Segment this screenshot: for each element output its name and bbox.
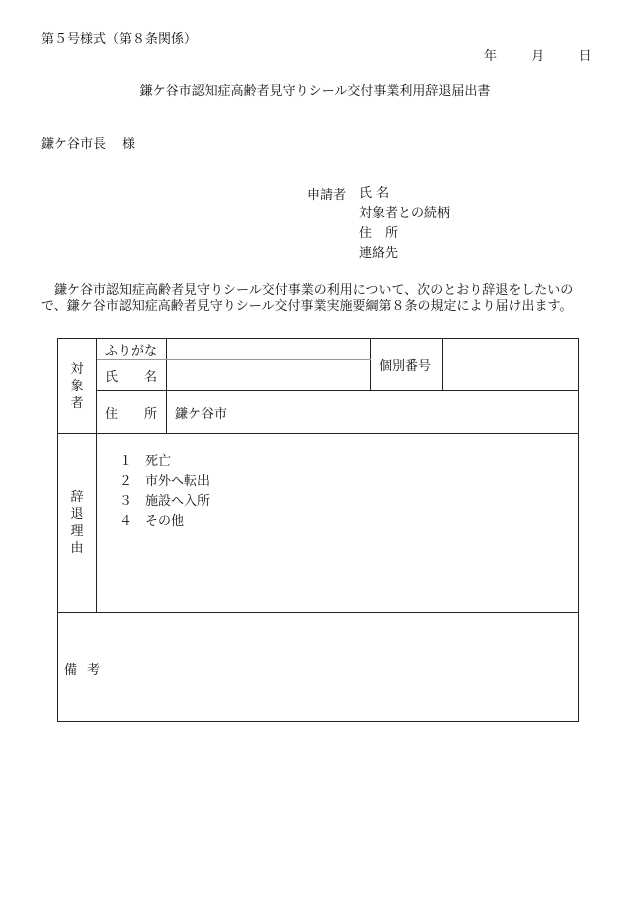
applicant-label: 申請者 — [307, 188, 347, 203]
address-label: 住 所 — [97, 391, 167, 434]
form-number: 第５号様式（第８条関係） — [41, 32, 198, 47]
applicant-fields — [359, 184, 450, 264]
id-number-input[interactable] — [443, 339, 579, 391]
name-input[interactable] — [167, 360, 371, 391]
addressee-name: 鎌ケ谷市長 — [41, 137, 107, 152]
reason-option-other[interactable]: ４ その他 — [119, 514, 185, 529]
applicant-field-contact: 連絡先 — [359, 246, 399, 261]
name-label: 氏 名 — [97, 360, 167, 391]
reason-option-facility[interactable]: ３ 施設へ入所 — [119, 494, 211, 509]
furigana-input[interactable] — [167, 339, 371, 360]
remarks-cell[interactable] — [58, 613, 579, 722]
reason-label-cell: 辞 退 理 由 — [58, 434, 97, 613]
subject-label-cell: 対 象 者 — [58, 339, 97, 434]
reason-row — [58, 434, 579, 613]
intro-paragraph: 鎌ケ谷市認知症高齢者見守りシール交付事業の利用について、次のとおり辞退をしたいので、鎌ケ谷市認知症高齢者見守りシール交付事業実施要綱第８条の規定により届け出ます。 — [41, 283, 574, 314]
furigana-label: ふりがな — [97, 339, 167, 360]
remarks-label: 備考 — [64, 662, 111, 678]
addressee — [41, 133, 135, 152]
document-title: 鎌ケ谷市認知症高齢者見守りシール交付事業利用辞退届出書 — [139, 84, 491, 99]
date-line — [484, 45, 592, 64]
addressee-honorific: 様 — [122, 137, 136, 152]
applicant-field-relation: 対象者との続柄 — [359, 206, 451, 221]
reason-option-moved-out[interactable]: ２ 市外へ転出 — [119, 474, 211, 489]
withdrawal-form-table — [57, 338, 579, 722]
remarks-row — [58, 613, 579, 722]
applicant-field-address: 住 所 — [359, 226, 399, 241]
furigana-row — [58, 339, 579, 360]
applicant-field-name: 氏 名 — [359, 186, 390, 201]
reason-option-death[interactable]: １ 死亡 — [119, 454, 172, 469]
reason-options — [97, 434, 579, 613]
address-input[interactable]: 鎌ケ谷市 — [167, 391, 579, 434]
id-number-label: 個別番号 — [371, 339, 443, 391]
date-day: 日 — [578, 49, 592, 64]
date-month: 月 — [531, 49, 545, 64]
address-row — [58, 391, 579, 434]
date-year: 年 — [484, 49, 498, 64]
